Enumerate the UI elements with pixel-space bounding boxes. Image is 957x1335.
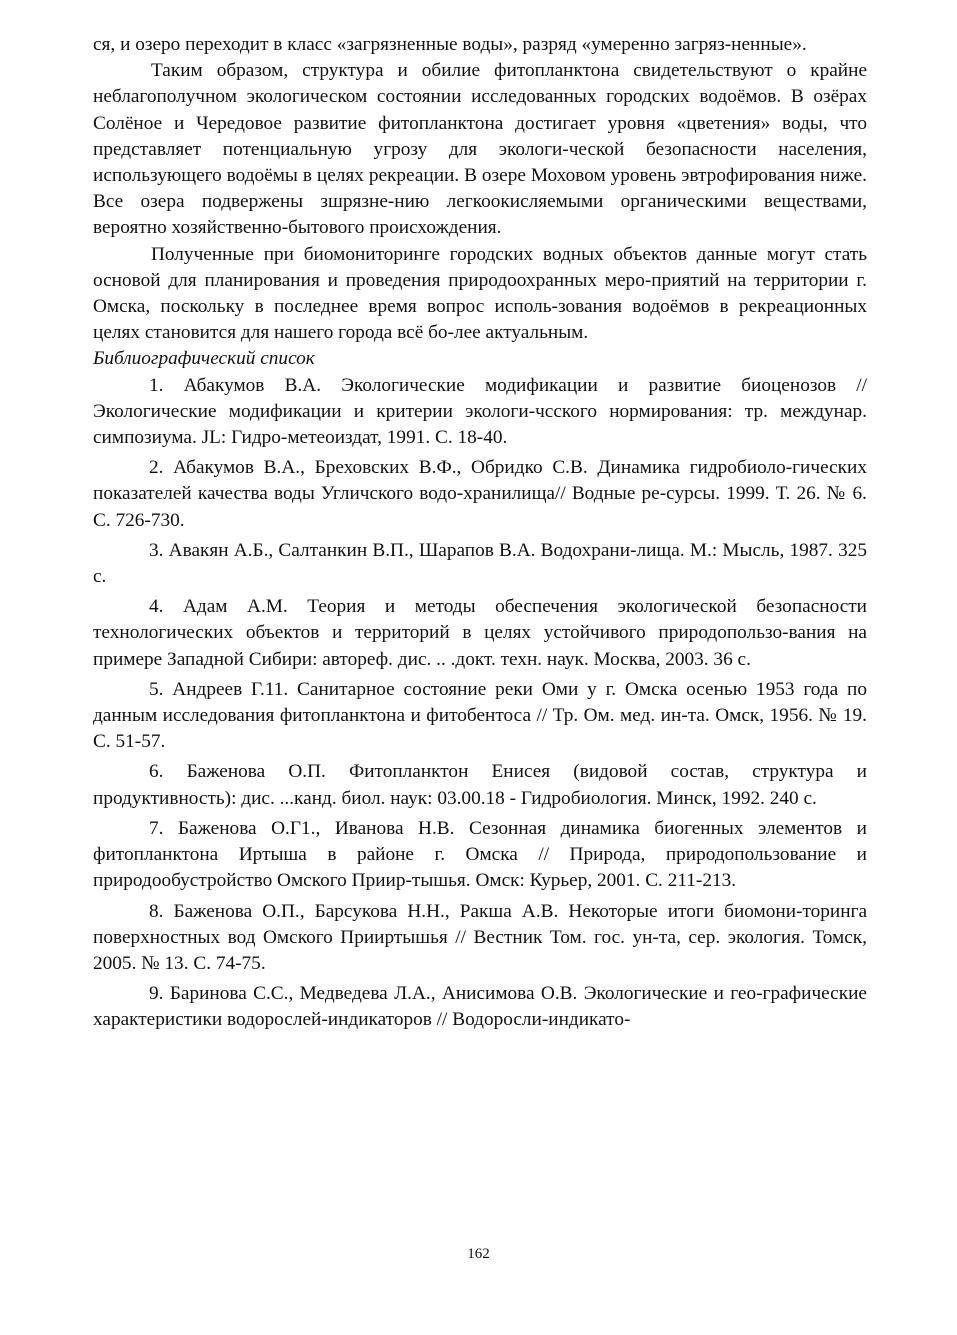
- body-paragraph-conclusion: Таким образом, структура и обилие фитопланктона свидетельствуют о крайне неблагополучном экологическом состоянии исследованных городских водоёмов. В озёрах Солёное и Чередовое развитие фитопланктона достигает уровня «цветения» воды, что представляет потенциальную угрозу для экологи-ческой безопасности населения, использующего водоёмы в целях рекреации. В озере Моховом уровень эвтрофирования ниже. Все озера подвержены зшрязне-нию легкоокисляемыми органическими веществами, вероятно хозяйственно-бытового происхождения.: [93, 60, 867, 239]
- body-paragraph-results: Полученные при биомониторинге городских водных объектов данные могут стать основой для планирования и проведения природоохранных меро-приятий на территории г. Омска, поскольку в последнее время вопрос исполь-зования водоёмов в рекреационных целях становится для нашего города всё бо-лее актуальным.: [93, 243, 867, 344]
- body-paragraph-continuation: ся, и озеро переходит в класс «загрязненные воды», разряд «умеренно загряз-ненные».: [93, 34, 807, 55]
- bibliography-item-6: 6. Баженова О.П. Фитопланктон Енисея (видовой состав, структура и продуктивность): дис. ...канд. биол. наук: 03.00.18 - Гидробиология. Минск, 1992. 240 с.: [93, 761, 867, 809]
- document-page: [93, 32, 867, 1038]
- bibliography-item-3: 3. Авакян А.Б., Салтанкин В.П., Шарапов В.А. Водохрани-лища. М.: Мысль, 1987. 325 с.: [93, 539, 867, 588]
- bibliography-heading: Библиографический список: [93, 348, 315, 370]
- bibliography-item-1: 1. Абакумов В.А. Экологические модификации и развитие биоценозов // Экологические модификации и критерии экологи-чсского нормирования: тр. междунар. симпозиума. JL: Гидро-метеоиздат, 1991. С. 18-40.: [93, 374, 867, 449]
- bibliography-item-8: 8. Баженова О.П., Барсукова Н.Н., Ракша А.В. Некоторые итоги биомони-торинга поверхностных вод Омского Прииртышья // Вестник Том. гос. ун-та, сер. экология. Томск, 2005. № 13. С. 74-75.: [93, 900, 867, 974]
- bibliography-item-7: 7. Баженова О.Г1., Иванова Н.В. Сезонная динамика биогенных элементов и фитопланктона Иртыша в районе г. Омска // Природа, природопользование и природообустройство Омского Приир-тышья. Омск: Курьер, 2001. С. 211-213.: [93, 817, 867, 892]
- bibliography-item-2: 2. Абакумов В.А., Бреховских В.Ф., Обридко С.В. Динамика гидробиоло-гических показателей качества воды Угличского водо-хранилища// Водные ре-сурсы. 1999. Т. 26. № 6. С. 726-730.: [93, 457, 867, 531]
- bibliography-item-4: 4. Адам А.М. Теория и методы обеспечения экологической безопасности технологических объектов и территорий в целях устойчивого природопользо-вания на примере Западной Сибири: автореф. дис. .. .докт. техн. наук. Москва, 2003. 36 с.: [93, 596, 867, 670]
- bibliography-item-9: 9. Баринова С.С., Медведева Л.А., Анисимова О.В. Экологические и гео-графические характеристики водорослей-индикаторов // Водоросли-индикато-: [93, 983, 867, 1031]
- bibliography-item-5: 5. Андреев Г.11. Санитарное состояние реки Оми у г. Омска осенью 1953 года по данным исследования фитопланктона и фитобентоса // Тр. Ом. мед. ин-та. Омск, 1956. № 19. С. 51-57.: [93, 678, 867, 753]
- bibliography-list: [93, 373, 867, 1034]
- page-number: 162: [467, 1246, 490, 1262]
